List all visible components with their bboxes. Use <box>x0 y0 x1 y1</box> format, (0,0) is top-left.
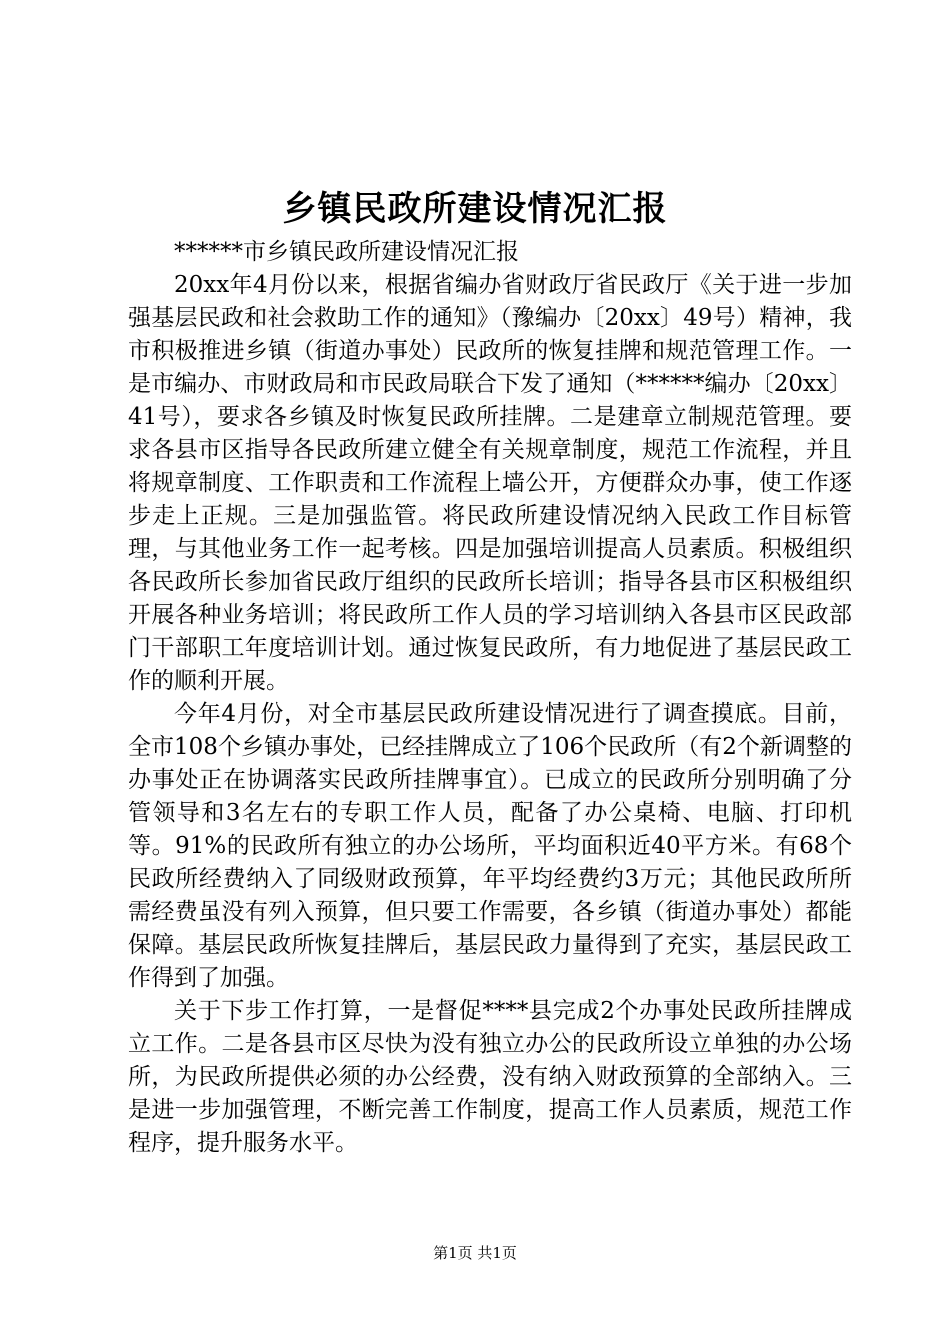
body-paragraph-3: 关于下步工作打算，一是督促****县完成2个办事处民政所挂牌成立工作。二是各县市区尽快为没有独立办公的民政所设立单独的办公场所，为民政所提供必须的办公经费，没有纳入财政预算的全部纳入。三是进一步加强管理，不断完善工作制度，提高工作人员素质，规范工作程序，提升服务水平。 <box>128 998 852 1156</box>
page-footer: 第1页 共1页 <box>433 1244 517 1262</box>
document-body <box>128 236 852 1160</box>
body-paragraph-2: 今年4月份，对全市基层民政所建设情况进行了调查摸底。目前，全市108个乡镇办事处，已经挂牌成立了106个民政所（有2个新调整的办事处正在协调落实民政所挂牌事宜）。已成立的民政所分别明确了分管领导和3名左右的专职工作人员，配备了办公桌椅、电脑、打印机等。91%的民政所有独立的办公场所，平均面积近40平方米。有68个民政所经费纳入了同级财政预算，年平均经费约3万元；其他民政所所需经费虽没有列入预算，但只要工作需要，各乡镇（街道办事处）都能保障。基层民政所恢复挂牌后，基层民政力量得到了充实，基层民政工作得到了加强。 <box>128 701 852 991</box>
document-subtitle-paragraph: ******市乡镇民政所建设情况汇报 <box>174 239 519 265</box>
document-title: 乡镇民政所建设情况汇报 <box>282 189 668 229</box>
body-paragraph-1: 20xx年4月份以来，根据省编办省财政厅省民政厅《关于进一步加强基层民政和社会救助工作的通知》（豫编办〔20xx〕49号）精神，我市积极推进乡镇（街道办事处）民政所的恢复挂牌和规范管理工作。一是市编办、市财政局和市民政局联合下发了通知（******编办〔20xx〕41号），要求各乡镇及时恢复民政所挂牌。二是建章立制规范管理。要求各县市区指导各民政所建立健全有关规章制度，规范工作流程，并且将规章制度、工作职责和工作流程上墙公开，方便群众办事，使工作逐步走上正规。三是加强监管。将民政所建设情况纳入民政工作目标管理，与其他业务工作一起考核。四是加强培训提高人员素质。积极组织各民政所长参加省民政厅组织的民政所长培训；指导各县市区积极组织开展各种业务培训；将民政所工作人员的学习培训纳入各县市区民政部门干部职工年度培训计划。通过恢复民政所，有力地促进了基层民政工作的顺利开展。 <box>128 272 852 694</box>
